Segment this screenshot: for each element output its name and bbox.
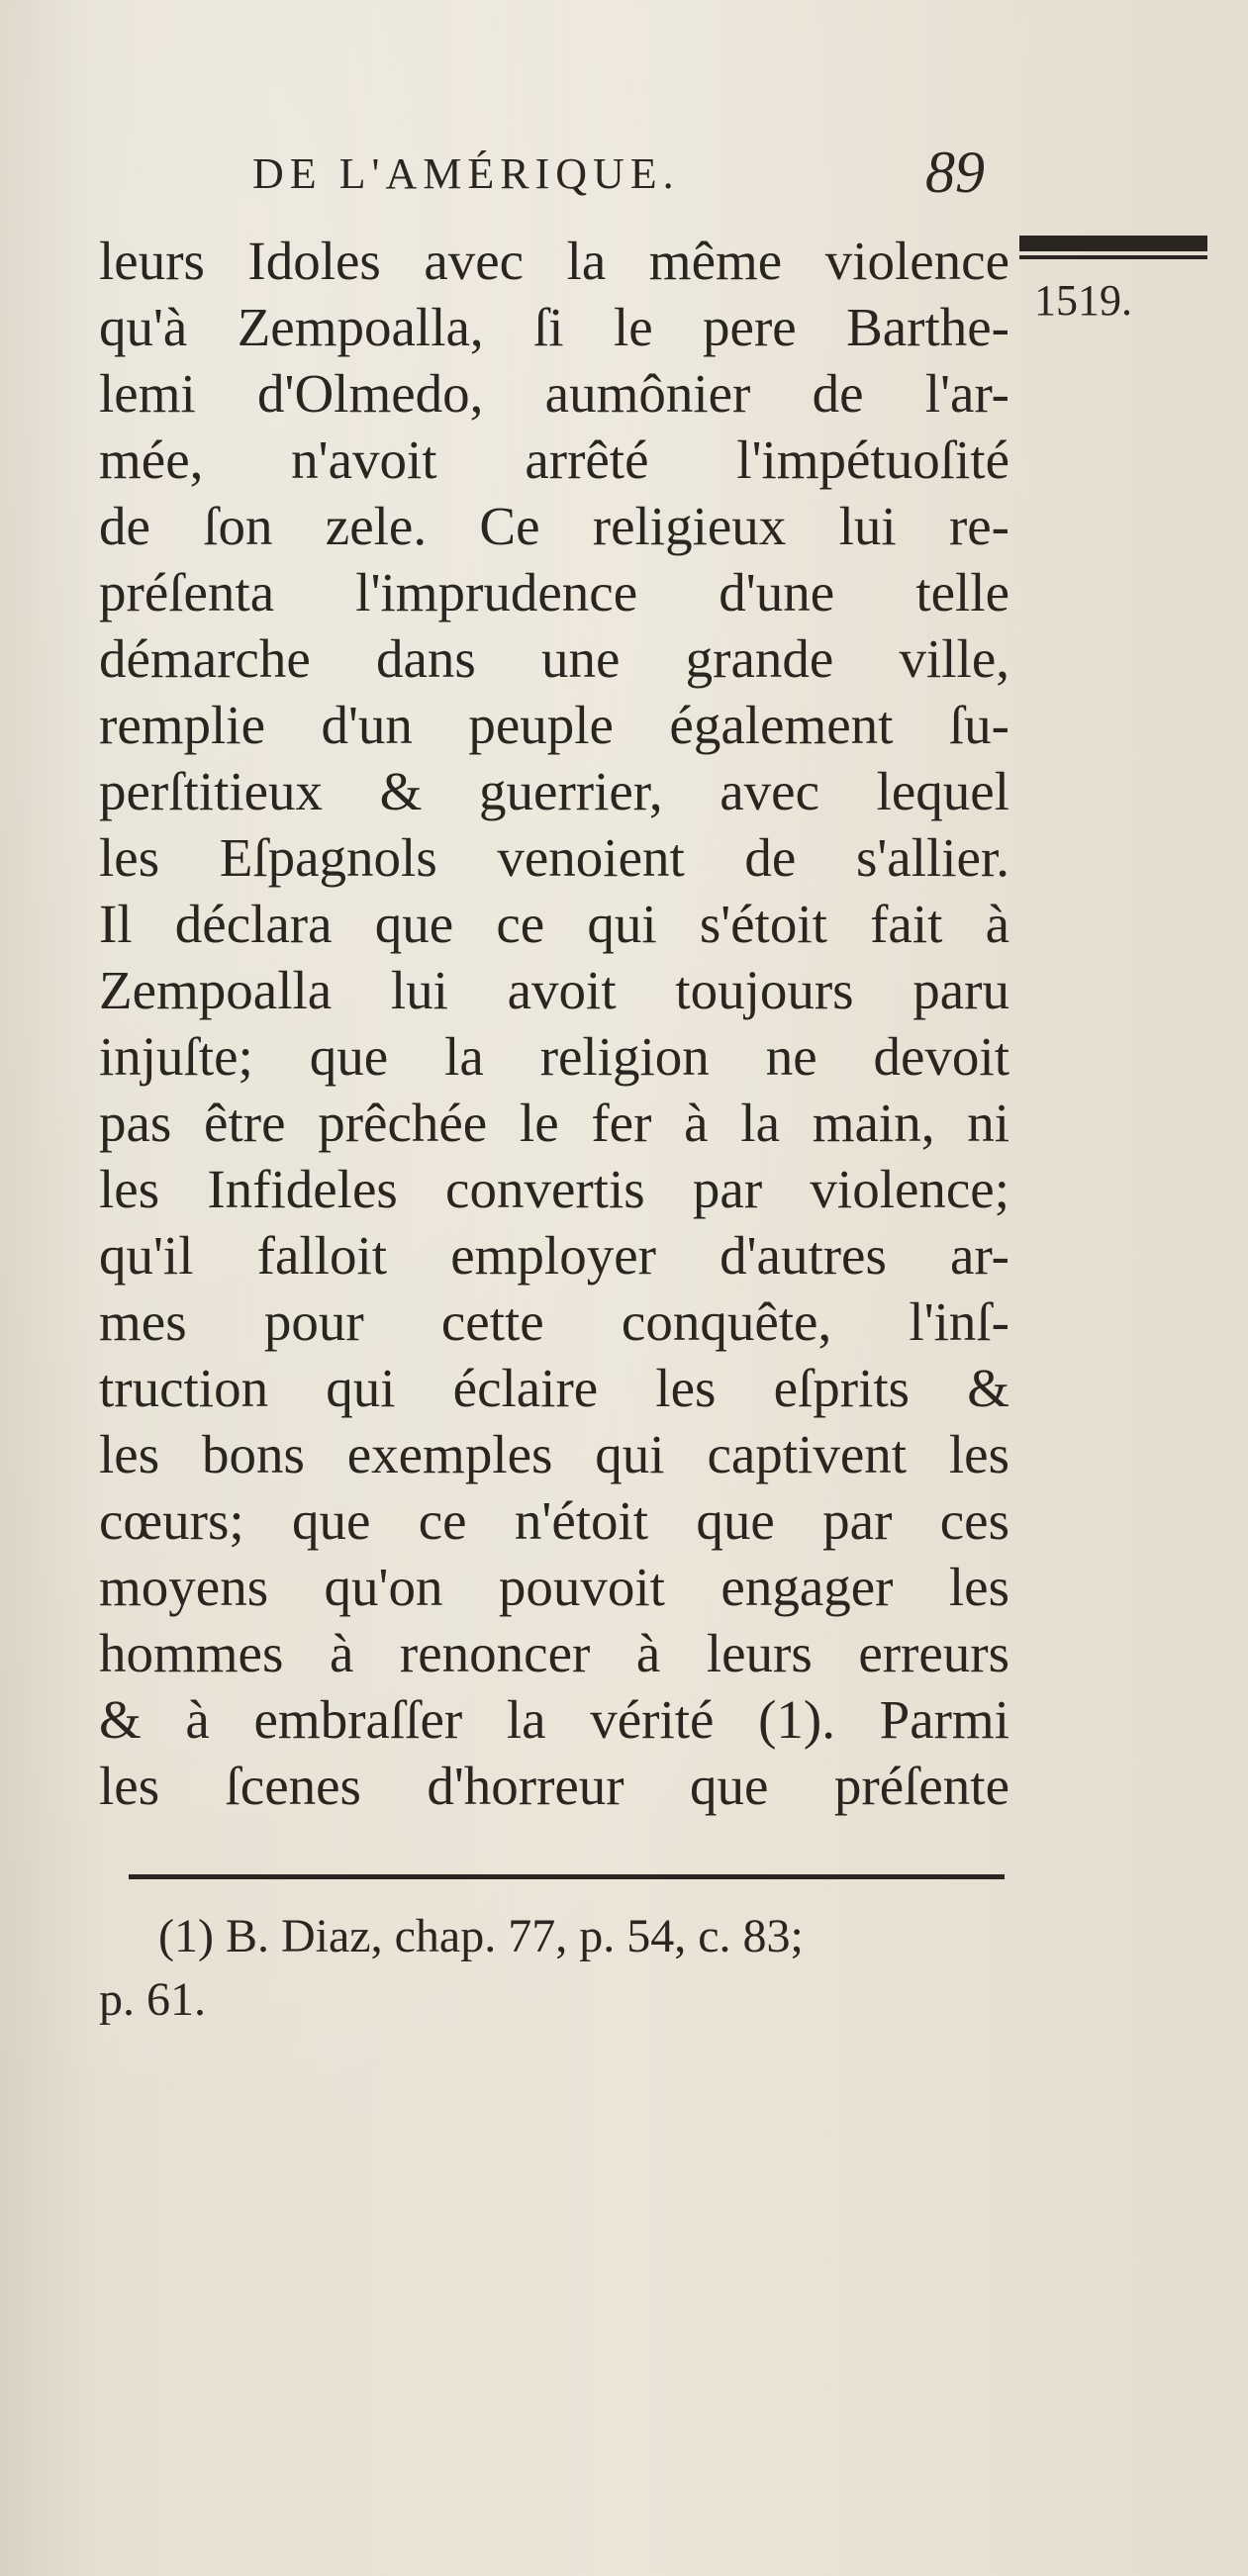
text-line: Il déclara que ce qui s'étoit fait à (99, 894, 1009, 954)
footnote-line: p. 61. (99, 1973, 206, 2026)
text-line: de ſon zele. Ce religieux lui re- (99, 496, 1009, 556)
text-line: leurs Idoles avec la même violence (99, 231, 1009, 291)
text-line: qu'il falloit employer d'autres ar- (99, 1225, 1009, 1286)
page-number: 89 (925, 140, 985, 205)
text-line: mes pour cette conquête, l'inſ- (99, 1291, 1009, 1352)
footnote-rule (129, 1874, 1005, 1879)
footnote (99, 1905, 1019, 2032)
text-line: les bons exemples qui captivent les (99, 1424, 1009, 1484)
text-line: les Eſpagnols venoient de s'allier. (99, 827, 1009, 888)
text-line: moyens qu'on pouvoit engager les (99, 1557, 1009, 1617)
footnote-line: (1) B. Diaz, chap. 77, p. 54, c. 83; (158, 1910, 804, 1962)
header-rule-thin (1019, 255, 1207, 259)
body-text (99, 228, 1009, 1819)
running-head: DE L'AMÉRIQUE. (252, 149, 680, 198)
text-line: hommes à renoncer à leurs erreurs (99, 1623, 1009, 1683)
text-line: perſtitieux & guerrier, avec lequel (99, 761, 1009, 821)
text-line: démarche dans une grande ville, (99, 628, 1009, 689)
text-line: cœurs; que ce n'étoit que par ces (99, 1490, 1009, 1551)
text-line: & à embraſſer la vérité (1). Parmi (99, 1689, 1009, 1750)
header-rule (1019, 236, 1207, 251)
text-line: remplie d'un peuple également ſu- (99, 695, 1009, 755)
text-line: injuſte; que la religion ne devoit (99, 1026, 1009, 1087)
text-line: les Infideles convertis par violence; (99, 1159, 1009, 1219)
text-line: truction qui éclaire les eſprits & (99, 1358, 1009, 1418)
text-line: lemi d'Olmedo, aumônier de l'ar- (99, 363, 1009, 424)
text-line: mée, n'avoit arrêté l'impétuoſité (99, 429, 1009, 490)
text-line: pas être prêchée le fer à la main, ni (99, 1093, 1009, 1153)
text-line: préſenta l'imprudence d'une telle (99, 562, 1009, 622)
margin-year-note: 1519. (1034, 276, 1132, 325)
text-line: les ſcenes d'horreur que préſente (99, 1756, 1009, 1816)
text-line: qu'à Zempoalla, ſi le pere Barthe- (99, 297, 1009, 357)
text-line: Zempoalla lui avoit toujours paru (99, 960, 1009, 1020)
